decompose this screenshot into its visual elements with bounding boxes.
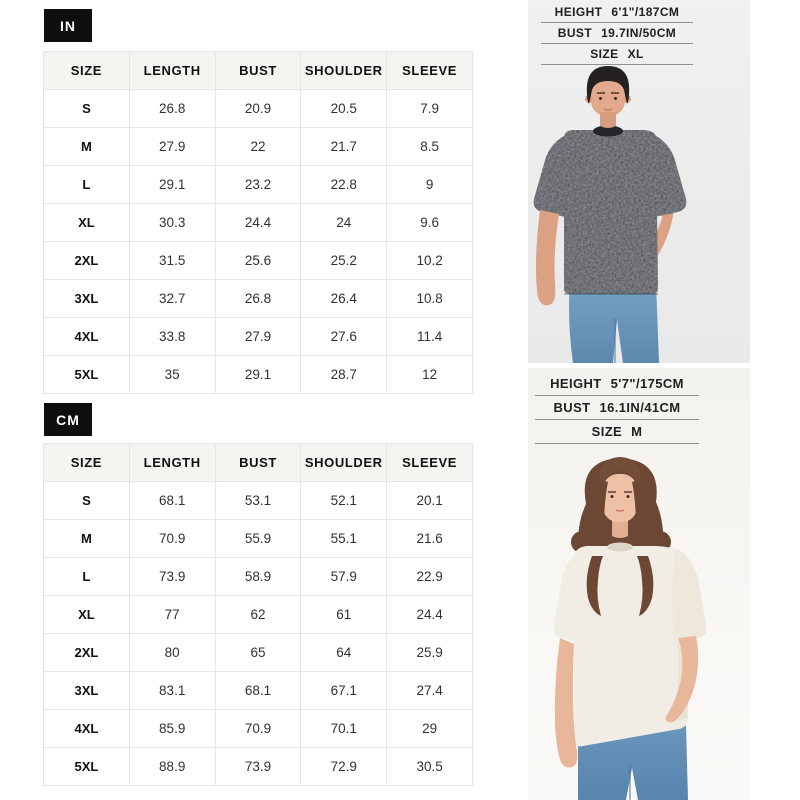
table-row	[44, 242, 473, 280]
table-cell: 80	[129, 634, 215, 672]
table-cell: 55.1	[301, 520, 387, 558]
size-table-centimeters	[43, 443, 473, 786]
size-table-inches	[43, 51, 473, 394]
male-model-card	[528, 0, 750, 363]
table-cell: S	[44, 90, 130, 128]
unit-badge-cm: CM	[44, 403, 92, 436]
table-cell: 27.9	[129, 128, 215, 166]
table-cell: L	[44, 166, 130, 204]
male-model-illustration	[528, 62, 750, 363]
table-cell: 77	[129, 596, 215, 634]
table-cell: 70.9	[129, 520, 215, 558]
table-cell: 20.1	[387, 482, 473, 520]
table-row	[44, 558, 473, 596]
spec-bust	[541, 26, 693, 44]
table-cell: 24	[301, 204, 387, 242]
table-cell: 3XL	[44, 280, 130, 318]
table-cell: 27.6	[301, 318, 387, 356]
table-cell: XL	[44, 204, 130, 242]
column-header-sleeve: SLEEVE	[387, 444, 473, 482]
table-cell: 27.4	[387, 672, 473, 710]
table-cell: 9.6	[387, 204, 473, 242]
table-cell: 62	[215, 596, 301, 634]
table-cell: 29.1	[215, 356, 301, 394]
table-cell: 5XL	[44, 748, 130, 786]
spec-height	[535, 376, 699, 396]
table-cell: 68.1	[215, 672, 301, 710]
table-row	[44, 90, 473, 128]
spec-bust	[535, 400, 699, 420]
female-model-card	[528, 368, 750, 800]
table-cell: 24.4	[387, 596, 473, 634]
spec-value: 16.1IN/41CM	[599, 400, 681, 415]
table-cell: 2XL	[44, 242, 130, 280]
spec-label: HEIGHT	[550, 376, 602, 391]
column-header-length: LENGTH	[129, 444, 215, 482]
unit-badge-in: IN	[44, 9, 92, 42]
table-cell: XL	[44, 596, 130, 634]
table-cell: 22	[215, 128, 301, 166]
table-cell: S	[44, 482, 130, 520]
spec-value: 6'1"/187CM	[611, 5, 680, 19]
table-cell: 31.5	[129, 242, 215, 280]
spec-value: 5'7"/175CM	[610, 376, 684, 391]
column-header-shoulder: SHOULDER	[301, 52, 387, 90]
table-cell: 29.1	[129, 166, 215, 204]
table-cell: 26.4	[301, 280, 387, 318]
spec-label: HEIGHT	[554, 5, 603, 19]
table-cell: 3XL	[44, 672, 130, 710]
table-row	[44, 710, 473, 748]
female-model-illustration	[528, 438, 750, 800]
table-cell: 61	[301, 596, 387, 634]
spec-value: 19.7IN/50CM	[601, 26, 677, 40]
table-row	[44, 634, 473, 672]
spec-label: BUST	[557, 26, 593, 40]
table-cell: 2XL	[44, 634, 130, 672]
table-cell: 68.1	[129, 482, 215, 520]
table-row	[44, 128, 473, 166]
table-row	[44, 356, 473, 394]
table-row	[44, 280, 473, 318]
table-cell: 4XL	[44, 318, 130, 356]
table-cell: 25.6	[215, 242, 301, 280]
table-cell: 70.9	[215, 710, 301, 748]
table-cell: 70.1	[301, 710, 387, 748]
table-cell: 72.9	[301, 748, 387, 786]
table-cell: 5XL	[44, 356, 130, 394]
table-row	[44, 166, 473, 204]
table-cell: 11.4	[387, 318, 473, 356]
table-cell: 22.9	[387, 558, 473, 596]
table-cell: 27.9	[215, 318, 301, 356]
table-cell: 58.9	[215, 558, 301, 596]
table-cell: 32.7	[129, 280, 215, 318]
table-row	[44, 748, 473, 786]
table-cell: 83.1	[129, 672, 215, 710]
table-row	[44, 672, 473, 710]
table-row	[44, 596, 473, 634]
column-header-size: SIZE	[44, 444, 130, 482]
table-cell: 88.9	[129, 748, 215, 786]
table-cell: 4XL	[44, 710, 130, 748]
column-header-length: LENGTH	[129, 52, 215, 90]
table-row	[44, 520, 473, 558]
spec-value: XL	[627, 47, 644, 61]
spec-label: SIZE	[590, 47, 619, 61]
table-cell: 21.7	[301, 128, 387, 166]
table-cell: 21.6	[387, 520, 473, 558]
table-cell: 10.2	[387, 242, 473, 280]
table-cell: 55.9	[215, 520, 301, 558]
table-row	[44, 482, 473, 520]
table-cell: 85.9	[129, 710, 215, 748]
spec-height	[541, 5, 693, 23]
column-header-shoulder: SHOULDER	[301, 444, 387, 482]
table-cell: 8.5	[387, 128, 473, 166]
table-cell: 53.1	[215, 482, 301, 520]
column-header-size: SIZE	[44, 52, 130, 90]
table-cell: 67.1	[301, 672, 387, 710]
table-cell: L	[44, 558, 130, 596]
spec-label: BUST	[553, 400, 591, 415]
table-header-row	[44, 52, 473, 90]
table-cell: 29	[387, 710, 473, 748]
column-header-bust: BUST	[215, 52, 301, 90]
male-model-specs	[541, 5, 693, 68]
column-header-sleeve: SLEEVE	[387, 52, 473, 90]
table-cell: 24.4	[215, 204, 301, 242]
table-cell: 30.5	[387, 748, 473, 786]
table-cell: 73.9	[129, 558, 215, 596]
table-cell: 33.8	[129, 318, 215, 356]
table-cell: 65	[215, 634, 301, 672]
table-row	[44, 318, 473, 356]
table-cell: 7.9	[387, 90, 473, 128]
table-cell: 30.3	[129, 204, 215, 242]
table-cell: 52.1	[301, 482, 387, 520]
table-cell: 26.8	[129, 90, 215, 128]
spec-value: M	[631, 424, 643, 439]
table-cell: 23.2	[215, 166, 301, 204]
table-cell: M	[44, 128, 130, 166]
table-cell: 26.8	[215, 280, 301, 318]
table-cell: 22.8	[301, 166, 387, 204]
table-cell: 20.9	[215, 90, 301, 128]
table-cell: 20.5	[301, 90, 387, 128]
table-cell: M	[44, 520, 130, 558]
table-cell: 9	[387, 166, 473, 204]
table-cell: 25.2	[301, 242, 387, 280]
table-row	[44, 204, 473, 242]
table-cell: 25.9	[387, 634, 473, 672]
table-cell: 57.9	[301, 558, 387, 596]
table-cell: 12	[387, 356, 473, 394]
table-cell: 73.9	[215, 748, 301, 786]
spec-label: SIZE	[591, 424, 623, 439]
table-cell: 64	[301, 634, 387, 672]
table-cell: 28.7	[301, 356, 387, 394]
table-cell: 35	[129, 356, 215, 394]
table-header-row	[44, 444, 473, 482]
table-cell: 10.8	[387, 280, 473, 318]
column-header-bust: BUST	[215, 444, 301, 482]
